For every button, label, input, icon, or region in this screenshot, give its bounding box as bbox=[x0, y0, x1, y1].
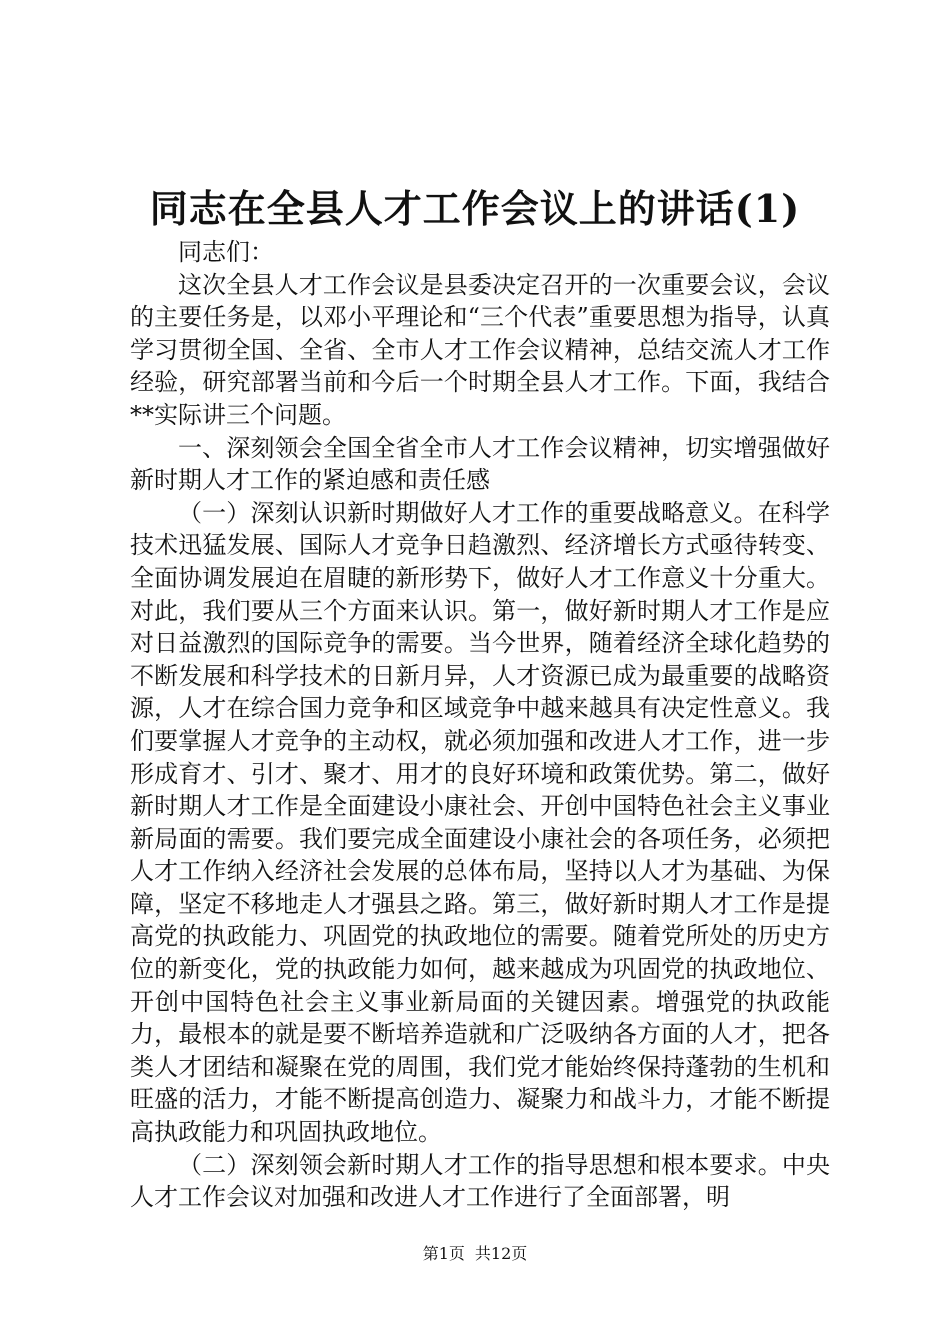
document-body bbox=[130, 236, 830, 1214]
page-total: 共12页 bbox=[474, 1244, 528, 1263]
section-heading-1: 一、深刻领会全国全省全市人才工作会议精神，切实增强做好新时期人才工作的紧迫感和责任感 bbox=[130, 433, 830, 495]
page-footer bbox=[0, 1244, 950, 1264]
paragraph-subsection-2: （二）深刻领会新时期人才工作的指导思想和根本要求。中央人才工作会议对加强和改进人才工作进行了全面部署，明 bbox=[130, 1150, 830, 1212]
salutation: 同志们： bbox=[178, 238, 274, 266]
paragraph-intro: 这次全县人才工作会议是县委决定召开的一次重要会议，会议的主要任务是，以邓小平理论和“三个代表”重要思想为指导，认真学习贯彻全国、全省、全市人才工作会议精神，总结交流人才工作经验，研究部署当前和今后一个时期全县人才工作。下面，我结合**实际讲三个问题。 bbox=[130, 270, 830, 429]
document-title: 同志在全县人才工作会议上的讲话(1) bbox=[149, 186, 801, 231]
page-number: 第1页 bbox=[422, 1244, 465, 1263]
paragraph-subsection-1: （一）深刻认识新时期做好人才工作的重要战略意义。在科学技术迅猛发展、国际人才竞争日趋激烈、经济增长方式亟待转变、全面协调发展迫在眉睫的新形势下，做好人才工作意义十分重大。对此，我们要从三个方面来认识。第一，做好新时期人才工作是应对日益激烈的国际竞争的需要。当今世界，随着经济全球化趋势的不断发展和科学技术的日新月异，人才资源已成为最重要的战略资源，人才在综合国力竞争和区域竞争中越来越具有决定性意义。我们要掌握人才竞争的主动权，就必须加强和改进人才工作，进一步形成育才、引才、聚才、用才的良好环境和政策优势。第二，做好新时期人才工作是全面建设小康社会、开创中国特色社会主义事业新局面的需要。我们要完成全面建设小康社会的各项任务，必须把人才工作纳入经济社会发展的总体布局，坚持以人才为基础、为保障，坚定不移地走人才强县之路。第三，做好新时期人才工作是提高党的执政能力、巩固党的执政地位的需要。随着党所处的历史方位的新变化，党的执政能力如何，越来越成为巩固党的执政地位、开创中国特色社会主义事业新局面的关键因素。增强党的执政能力，最根本的就是要不断培养造就和广泛吸纳各方面的人才，把各类人才团结和凝聚在党的周围，我们党才能始终保持蓬勃的生机和旺盛的活力，才能不断提高创造力、凝聚力和战斗力，才能不断提高执政能力和巩固执政地位。 bbox=[130, 498, 830, 1147]
